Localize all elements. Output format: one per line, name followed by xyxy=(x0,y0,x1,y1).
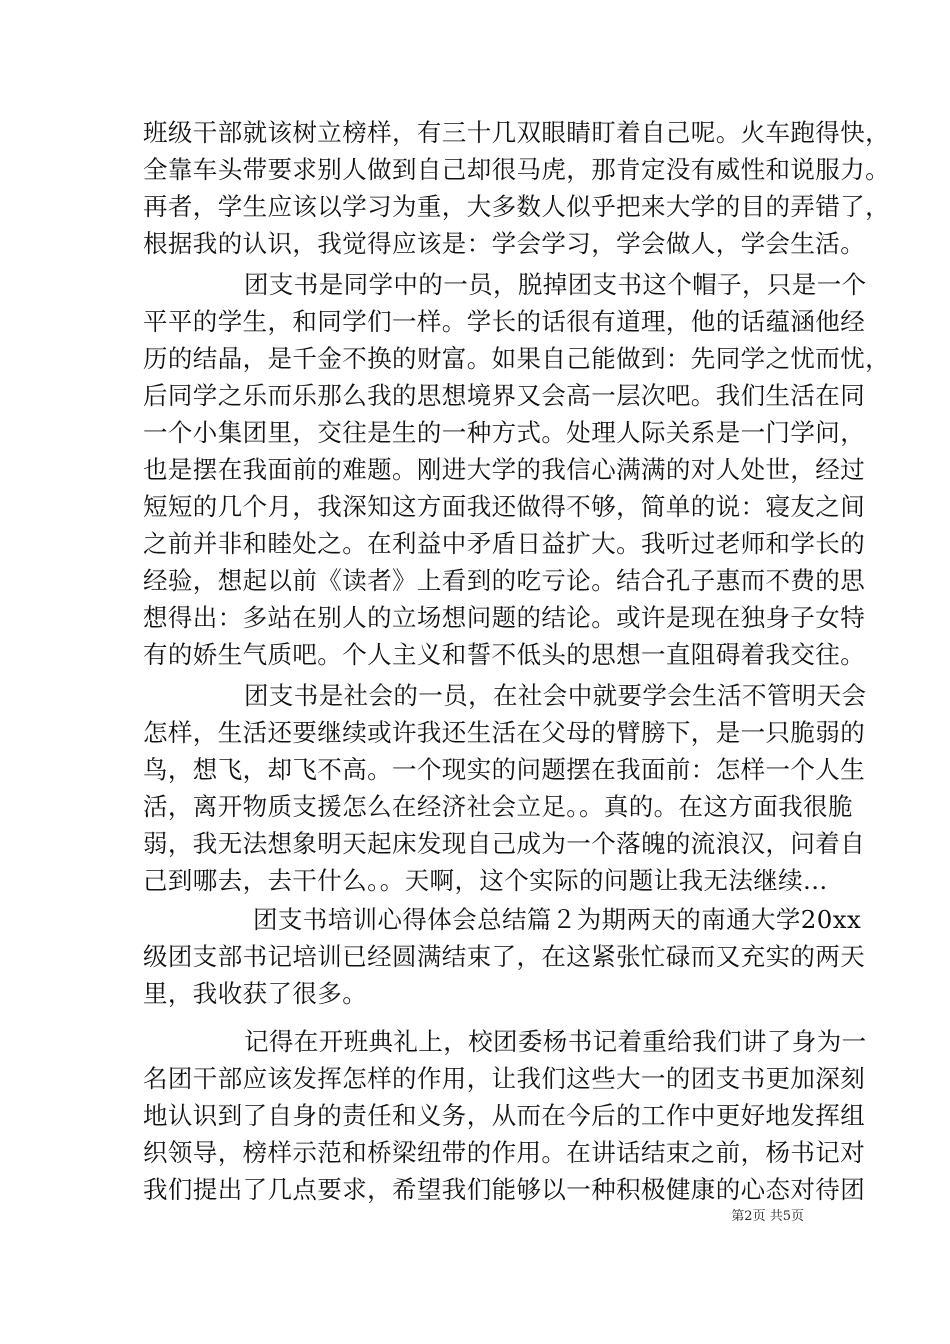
body-text-line: 班级干部就该树立榜样，有三十几双眼睛盯着自己呢。火车跑得快， xyxy=(143,118,890,147)
body-text-line: 里，我收获了很多。 xyxy=(143,979,368,1008)
body-text-line: 活，离开物质支援怎么在经济社会立足。。真的。在这方面我很脆 xyxy=(143,792,853,821)
total-page-number: 5 xyxy=(782,1209,791,1224)
body-text-line: 织领导，榜样示范和桥梁纽带的作用。在讲话结束之前，杨书记对 xyxy=(143,1138,866,1167)
body-text-line: 一个小集团里，交往是生的一种方式。处理人际关系是一门学问， xyxy=(143,418,866,447)
body-text-line: 之前并非和睦处之。在利益中矛盾日益扩大。我听过老师和学长的 xyxy=(143,529,866,558)
body-text-line: 怎样，生活还要继续或许我还生活在父母的臂膀下，是一只脆弱的 xyxy=(143,718,866,747)
footer-prefix: 第 xyxy=(731,1209,745,1224)
body-text-line: 再者，学生应该以学习为重，大多数人似乎把来大学的目的弄错了， xyxy=(143,192,890,221)
body-text-line: 也是摆在我面前的难题。刚进大学的我信心满满的对人处世，经过 xyxy=(143,455,866,484)
body-text-line: 我们提出了几点要求，希望我们能够以一种积极健康的心态对待团 xyxy=(143,1175,866,1204)
body-text-line: 名团干部应该发挥怎样的作用，让我们这些大一的团支书更加深刻 xyxy=(143,1064,866,1093)
body-text-line: 己到哪去，去干什么。。天啊，这个实际的问题让我无法继续... xyxy=(143,866,828,895)
body-text-line: 经验，想起以前《读者》上看到的吃亏论。结合孔子惠而不费的思 xyxy=(143,566,866,595)
body-text-line: 短短的几个月，我深知这方面我还做得不够，简单的说：寝友之间 xyxy=(143,492,866,521)
body-text-line: 弱，我无法想象明天起床发现自己成为一个落魄的流浪汉，问着自 xyxy=(143,829,866,858)
body-text-line: 鸟，想飞，却飞不高。一个现实的问题摆在我面前：怎样一个人生 xyxy=(143,755,866,784)
body-text-line: 根据我的认识，我觉得应该是：学会学习，学会做人，学会生活。 xyxy=(143,229,866,258)
body-text-line: 有的娇生气质吧。个人主义和誓不低头的思想一直阻碍着我交往。 xyxy=(143,640,866,669)
paragraph-first-line: 记得在开班典礼上，校团委杨书记着重给我们讲了身为一 xyxy=(244,1027,867,1056)
section-heading-line: 团支书培训心得体会总结篇２为期两天的南通大学20xx xyxy=(253,905,862,934)
body-text-line: 地认识到了自身的责任和义务，从而在今后的工作中更好地发挥组 xyxy=(143,1101,866,1130)
paragraph-first-line: 团支书是同学中的一员，脱掉团支书这个帽子，只是一个 xyxy=(244,270,867,299)
body-text-line: 后同学之乐而乐那么我的思想境界又会高一层次吧。我们生活在同 xyxy=(143,381,866,410)
current-page-number: 2 xyxy=(744,1209,753,1224)
body-text-line: 平平的学生，和同学们一样。学长的话很有道理，他的话蕴涵他经 xyxy=(143,307,866,336)
body-text-line: 想得出：多站在别人的立场想问题的结论。或许是现在独身子女特 xyxy=(143,603,866,632)
footer-suffix: 页 xyxy=(790,1209,804,1224)
body-text-line: 历的结晶，是千金不换的财富。如果自己能做到：先同学之忧而忧， xyxy=(143,344,890,373)
page-number-footer xyxy=(731,1205,804,1224)
body-text-line: 级团支部书记培训已经圆满结束了，在这紧张忙碌而又充实的两天 xyxy=(143,942,866,971)
paragraph-first-line: 团支书是社会的一员，在社会中就要学会生活不管明天会 xyxy=(244,681,867,710)
footer-middle: 页 共 xyxy=(752,1209,783,1224)
body-text-line: 全靠车头带要求别人做到自己却很马虎，那肯定没有威性和说服力。 xyxy=(143,155,890,184)
